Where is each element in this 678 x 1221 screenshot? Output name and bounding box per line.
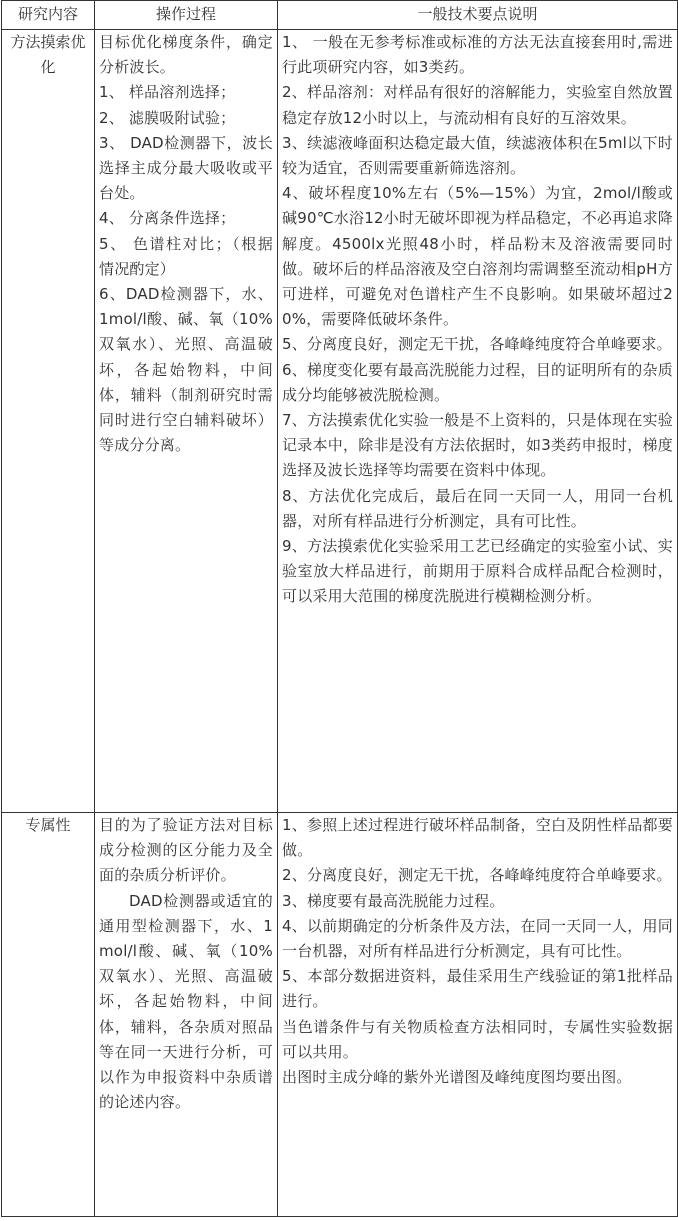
note-item: 3、梯度要有最高洗脱能力过程。 xyxy=(282,891,505,910)
method-validation-table xyxy=(1,0,678,1217)
note-item: 9、方法摸索优化实验采用工艺已经确定的实验室小试、实验室放大样品进行，前期用于原料合成样品配合检测时，可以采用大范围的梯度洗脱进行模糊检测分析。 xyxy=(282,537,673,606)
process-cell xyxy=(95,30,278,813)
process-line: 3、 DAD检测器下，波长选择主成分最大吸收或平台处。 xyxy=(99,133,273,203)
note-item: 6、梯度变化要有最高洗脱能力过程，目的证明所有的杂质成分均能够被洗脱检测。 xyxy=(282,360,673,404)
process-line: 目的为了验证方法对目标成分检测的区分能力及全面的杂质分析评价。 xyxy=(99,816,273,885)
notes-cell xyxy=(278,30,678,813)
note-item: 5、本部分数据进资料，最佳采用生产线验证的第1批样品进行。 xyxy=(282,967,673,1011)
note-item: 1、 一般在无参考标准或标准的方法无法直接套用时,需进行此项研究内容，如3类药。 xyxy=(282,33,673,77)
table-header-row xyxy=(2,1,678,30)
process-line: 2、 滤膜吸附试验； xyxy=(99,108,236,127)
note-item: 当色谱条件与有关物质检查方法相同时，专属性实验数据可以共用。 xyxy=(282,1017,673,1061)
process-line: DAD检测器或适宜的通用型检测器下，水、1mol/l酸、碱、氧（10%双氧水）、光照、高温破坏，各起始物料，中间体，辅料，各杂质对照品等在同一天进行分析，可以作为申报资料中杂质谱的论述内容。 xyxy=(99,891,273,1112)
process-cell xyxy=(95,813,278,1217)
table-row-specificity xyxy=(2,813,678,1217)
note-item: 4、破坏程度10%左右（5%—15%）为宜，2mol/l酸或碱90℃水浴12小时无破坏即视为样品稳定，不必再追求降解度。4500lx光照48小时，样品粉末及溶液需要同时做。破坏后的样品溶液及空白溶剂均需调整至流动相pH方可进样，可避免对色谱柱产生不良影响。如果破坏超过20%，需要降低破坏条件。 xyxy=(282,184,673,329)
note-item: 1、参照上述过程进行破坏样品制备，空白及阴性样品都要做。 xyxy=(282,816,673,860)
header-operation-process: 操作过程 xyxy=(95,1,278,30)
note-item: 出图时主成分峰的紫外光谱图及峰纯度图均要出图。 xyxy=(282,1068,632,1087)
note-item: 3、续滤液峰面积达稳定最大值，续滤液体积在5ml以下时较为适宜，否则需要重新筛选溶剂。 xyxy=(282,133,673,178)
note-item: 2、分离度良好，测定无干扰，各峰峰纯度符合单峰要求。 xyxy=(282,866,672,885)
header-research-content: 研究内容 xyxy=(2,1,95,30)
table-row-method-optimization xyxy=(2,30,678,813)
process-line: 5、 色谱柱对比；（根据情况酌定） xyxy=(99,234,273,278)
topic-cell: 专属性 xyxy=(2,813,95,1217)
header-technical-notes: 一般技术要点说明 xyxy=(278,1,678,30)
process-line: 4、 分离条件选择； xyxy=(99,209,236,228)
note-item: 7、方法摸索优化实验一般是不上资料的，只是体现在实验记录本中，除非是没有方法依据时，如3类药申报时，梯度选择及波长选择等均需要在资料中体现。 xyxy=(282,411,673,480)
process-line: 6、DAD检测器下，水、1mol/l酸、碱、氧（10%双氧水）、光照、高温破坏，各起始物料，中间体，辅料（制剂研究时需同时进行空白辅料破坏）等成分分离。 xyxy=(99,285,273,455)
process-line: 目标优化梯度条件，确定分析波长。 xyxy=(99,33,273,77)
note-item: 5、分离度良好，测定无干扰，各峰峰纯度符合单峰要求。 xyxy=(282,335,672,354)
topic-cell: 方法摸索优化 xyxy=(2,30,95,813)
note-item: 8、方法优化完成后，最后在同一天同一人，用同一台机器，对所有样品进行分析测定，具有可比性。 xyxy=(282,486,673,530)
note-item: 4、以前期确定的分析条件及方法，在同一天同一人，用同一台机器，对所有样品进行分析测定，具有可比性。 xyxy=(282,916,673,961)
note-item: 2、样品溶剂：对样品有很好的溶解能力，实验室自然放置稳定存放12小时以上，与流动相有良好的互溶效果。 xyxy=(282,83,673,127)
notes-cell xyxy=(278,813,678,1217)
process-line: 1、 样品溶剂选择； xyxy=(99,83,236,102)
